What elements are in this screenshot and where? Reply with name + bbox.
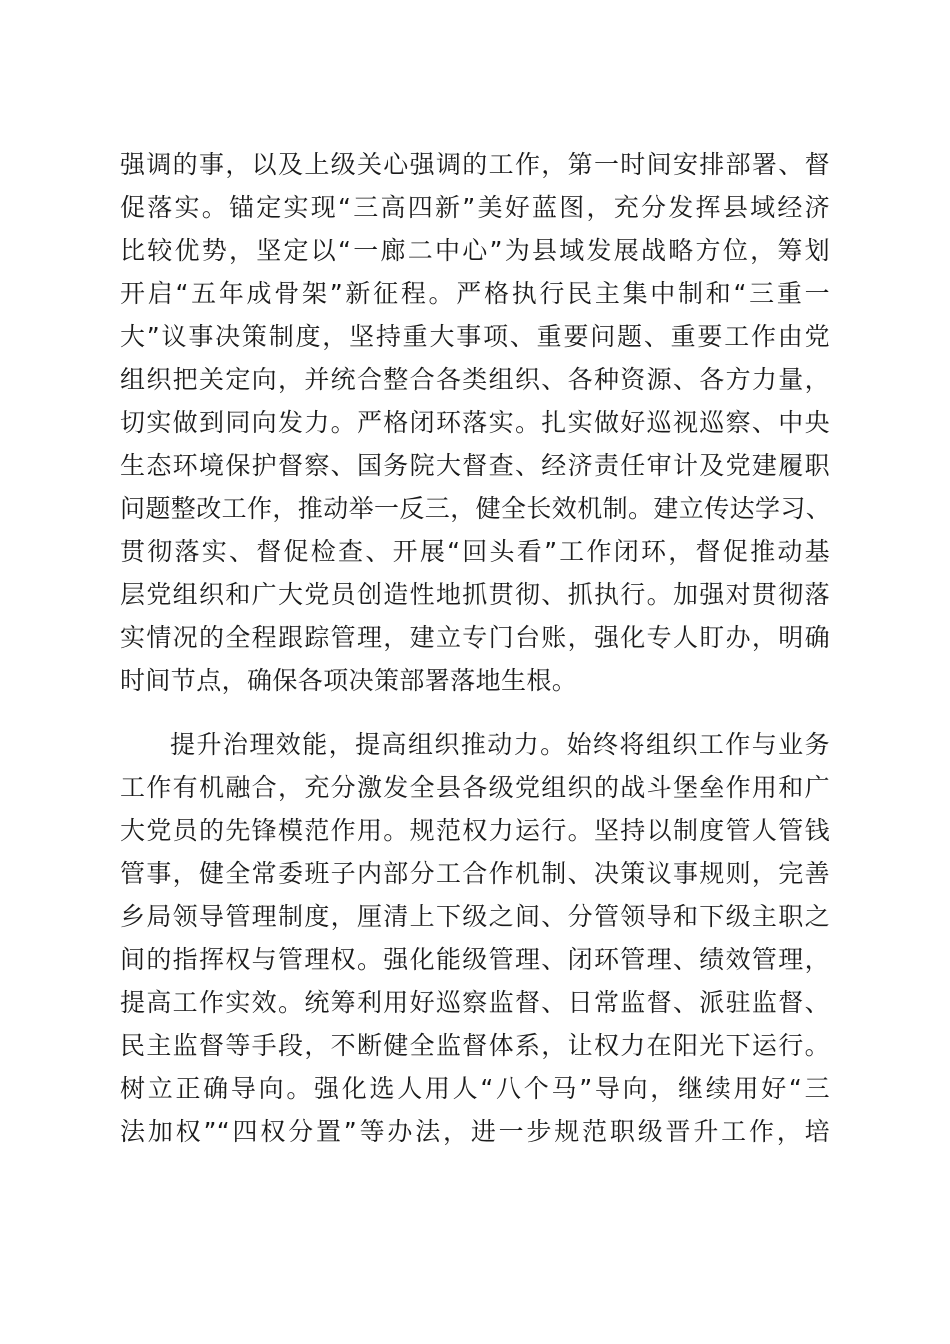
text-line: 促落实。锚定实现“三高四新”美好蓝图，充分发挥县域经济 [120, 193, 830, 222]
text-line: 法加权”“四权分置”等办法，进一步规范职级晋升工作，培 [120, 1117, 830, 1146]
text-line: 树立正确导向。强化选人用人“八个马”导向，继续用好“三 [120, 1074, 830, 1103]
text-line: 管事，健全常委班子内部分工合作机制、决策议事规则，完善 [120, 859, 830, 888]
text-line: 切实做到同向发力。严格闭环落实。扎实做好巡视巡察、中央 [120, 408, 830, 437]
text-line: 问题整改工作，推动举一反三，健全长效机制。建立传达学习、 [120, 494, 832, 523]
text-line: 实情况的全程跟踪管理，建立专门台账，强化专人盯办，明确 [120, 623, 830, 652]
text-line: 强调的事，以及上级关心强调的工作，第一时间安排部署、督 [120, 150, 830, 179]
text-line: 间的指挥权与管理权。强化能级管理、闭环管理、绩效管理， [120, 945, 830, 974]
text-line: 大党员的先锋模范作用。规范权力运行。坚持以制度管人管钱 [120, 816, 830, 845]
text-line: 贯彻落实、督促检查、开展“回头看”工作闭环，督促推动基 [120, 537, 830, 566]
text-line: 组织把关定向，并统合整合各类组织、各种资源、各方力量， [120, 365, 830, 394]
paragraph-first-line: 提升治理效能，提高组织推动力。始终将组织工作与业务 [170, 730, 830, 759]
text-line: 提高工作实效。统筹利用好巡察监督、日常监督、派驻监督、 [120, 988, 830, 1017]
text-line: 时间节点，确保各项决策部署落地生根。 [120, 666, 578, 695]
text-line: 层党组织和广大党员创造性地抓贯彻、抓执行。加强对贯彻落 [120, 580, 830, 609]
text-line: 民主监督等手段，不断健全监督体系，让权力在阳光下运行。 [120, 1031, 830, 1060]
text-line: 乡局领导管理制度，厘清上下级之间、分管领导和下级主职之 [120, 902, 830, 931]
text-line: 比较优势，坚定以“一廊二中心”为县域发展战略方位，筹划 [120, 236, 830, 265]
text-line: 开启“五年成骨架”新征程。严格执行民主集中制和“三重一 [120, 279, 830, 308]
text-line: 生态环境保护督察、国务院大督查、经济责任审计及党建履职 [120, 451, 830, 480]
text-line: 工作有机融合，充分激发全县各级党组织的战斗堡垒作用和广 [120, 773, 830, 802]
text-line: 大”议事决策制度，坚持重大事项、重要问题、重要工作由党 [120, 322, 830, 351]
